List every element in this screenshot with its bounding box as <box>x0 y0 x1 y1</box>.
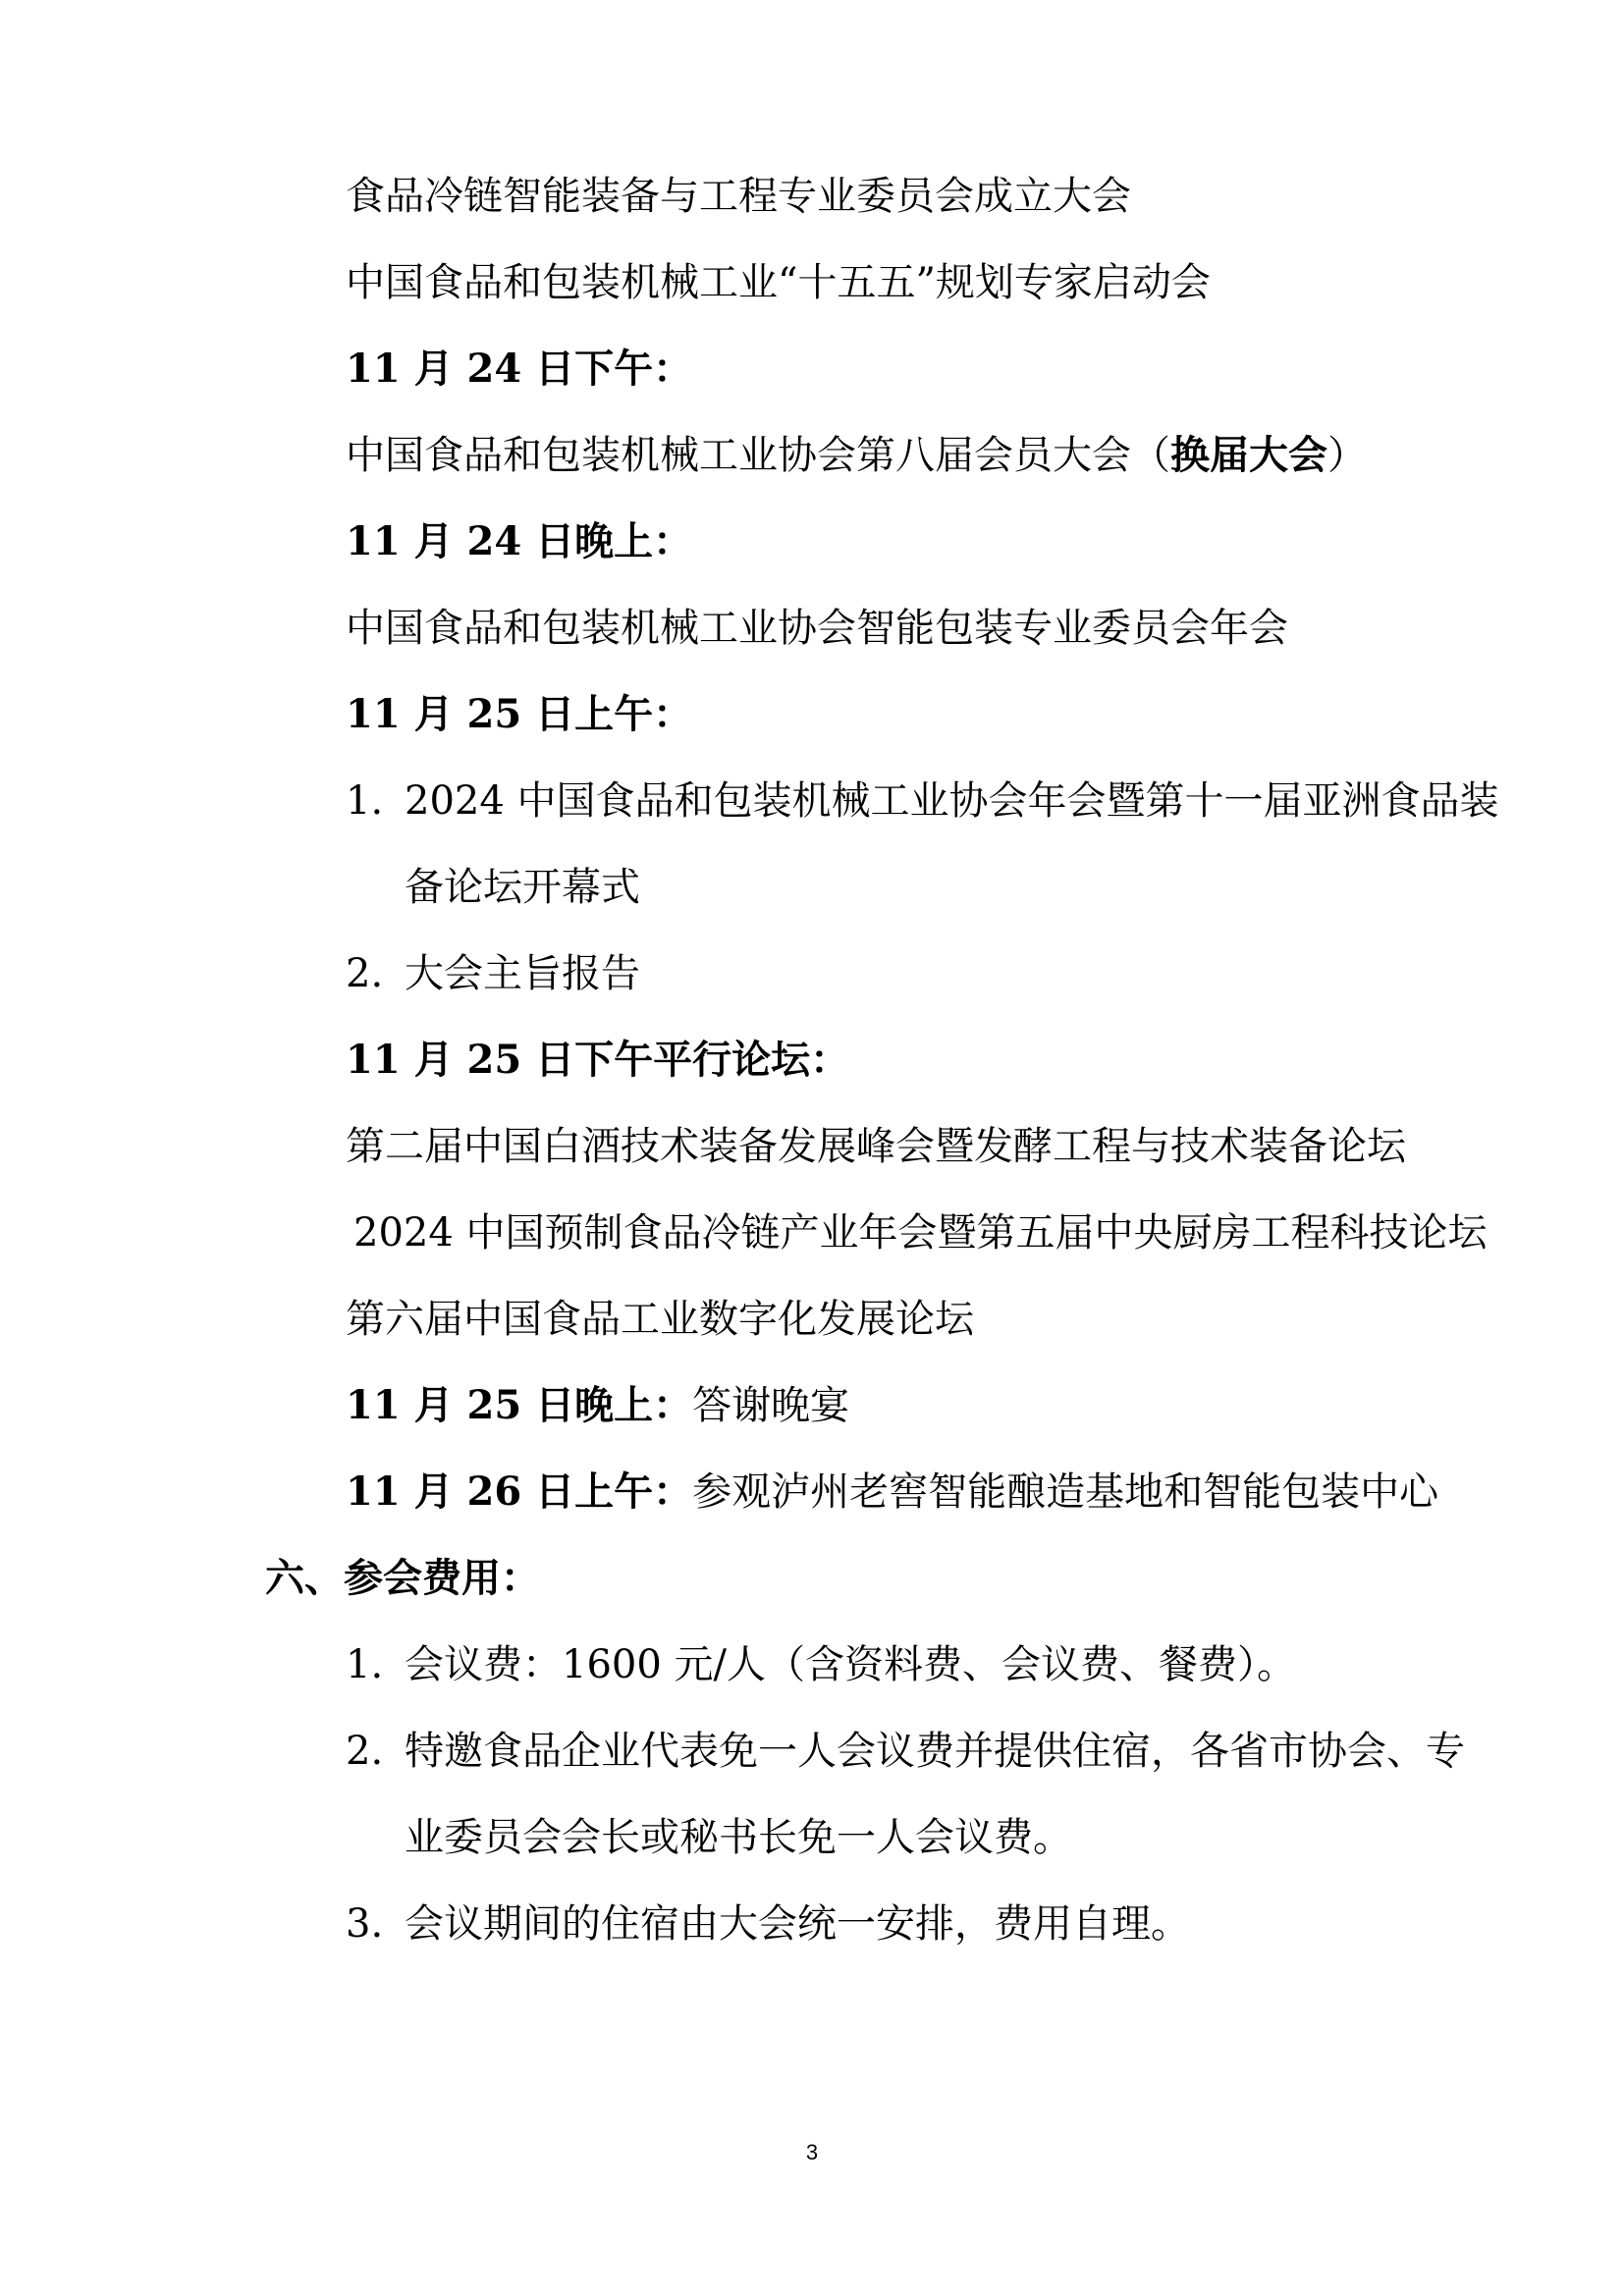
page-number: 3 <box>805 2140 819 2164</box>
agenda-item-planning-meeting: 中国食品和包装机械工业“十五五”规划专家启动会 <box>346 260 1211 305</box>
list-number: 2. <box>346 1729 384 1774</box>
agenda-item-cold-chain-committee: 食品冷链智能装备与工程专业委员会成立大会 <box>346 174 1131 219</box>
schedule-nov26-morning-text: 参观泸州老窖智能酿造基地和智能包装中心 <box>692 1469 1439 1515</box>
fee-item-waiver: 特邀食品企业代表免一人会议费并提供住宿，各省市协会、专 <box>405 1729 1465 1774</box>
list-number: 1. <box>346 778 384 824</box>
member-congress-bold: 换届大会 <box>1170 432 1327 478</box>
agenda-item-keynote: 大会主旨报告 <box>405 951 640 996</box>
forum-prepared-food: 2024 中国预制食品冷链产业年会暨第五届中央厨房工程科技论坛 <box>353 1210 1488 1255</box>
list-number: 1. <box>346 1642 384 1687</box>
schedule-nov25-evening <box>346 1382 849 1429</box>
agenda-item-opening-ceremony-cont: 备论坛开幕式 <box>405 865 640 910</box>
schedule-heading-nov24-evening: 11 月 24 日晚上： <box>346 518 693 564</box>
forum-baijiu: 第二届中国白酒技术装备发展峰会暨发酵工程与技术装备论坛 <box>346 1124 1406 1169</box>
fee-item-waiver-cont: 业委员会会长或秘书长免一人会议费。 <box>405 1815 1072 1860</box>
member-congress-close: ） <box>1327 433 1367 478</box>
fee-item-accommodation: 会议期间的住宿由大会统一安排，费用自理。 <box>405 1901 1190 1947</box>
schedule-nov26-morning-label: 11 月 26 日上午： <box>346 1468 693 1515</box>
member-congress-text: 中国食品和包装机械工业协会第八届会员大会（ <box>346 433 1170 478</box>
schedule-nov25-evening-label: 11 月 25 日晚上： <box>346 1382 693 1428</box>
section-heading-fees: 六、参会费用： <box>265 1555 540 1601</box>
schedule-heading-nov24-afternoon: 11 月 24 日下午： <box>346 346 693 392</box>
fee-item-conference: 会议费：1600 元/人（含资料费、会议费、餐费）。 <box>405 1642 1296 1687</box>
forum-digitalization: 第六届中国食品工业数字化发展论坛 <box>346 1297 974 1342</box>
list-number: 3. <box>346 1901 384 1947</box>
agenda-item-member-congress <box>346 432 1367 479</box>
schedule-heading-nov25-parallel: 11 月 25 日下午平行论坛： <box>346 1037 850 1083</box>
schedule-nov25-evening-text: 答谢晚宴 <box>692 1383 850 1428</box>
schedule-nov26-morning <box>346 1468 1438 1516</box>
agenda-item-opening-ceremony: 2024 中国食品和包装机械工业协会年会暨第十一届亚洲食品装 <box>405 778 1499 824</box>
agenda-item-smart-packaging-annual: 中国食品和包装机械工业协会智能包装专业委员会年会 <box>346 606 1288 651</box>
list-number: 2. <box>346 951 384 996</box>
schedule-heading-nov25-morning: 11 月 25 日上午： <box>346 691 693 737</box>
